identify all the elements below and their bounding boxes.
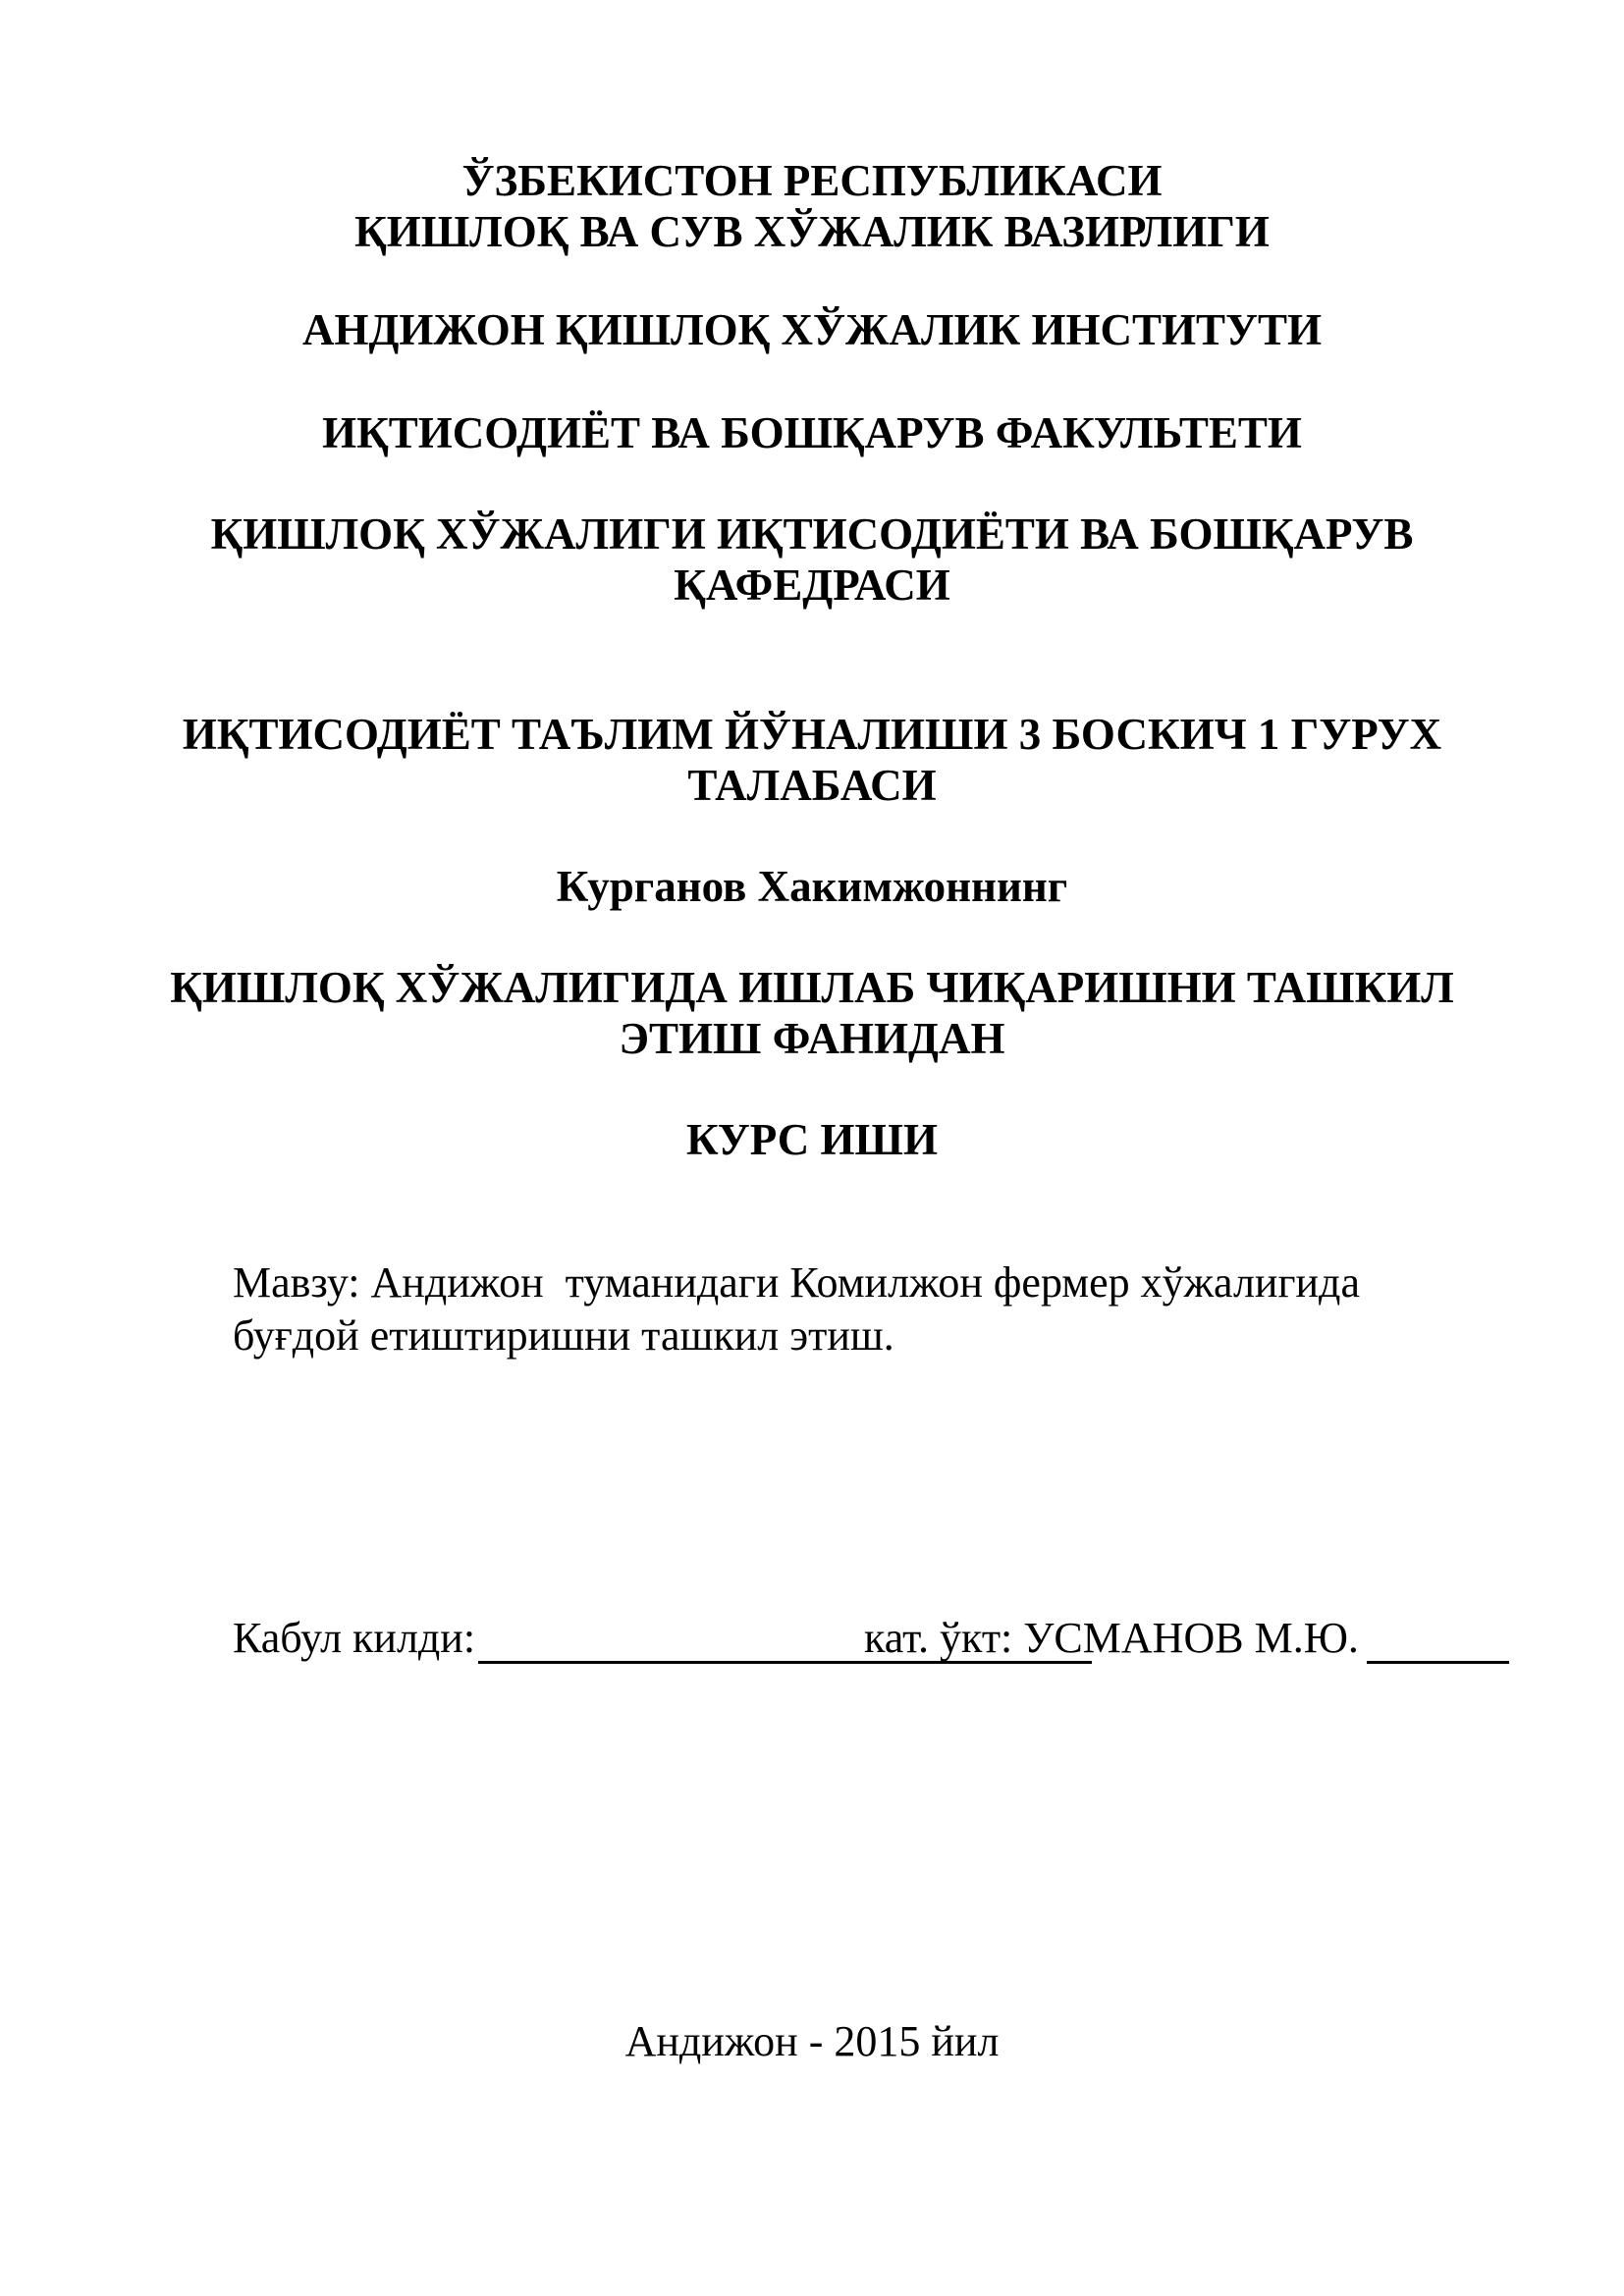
student-group-line-1: ИҚТИСОДИЁТ ТАЪЛИМ ЙЎНАЛИШИ 3 БОСКИЧ 1 ГУРУХ (182, 710, 1442, 759)
place-year-footer: Андижон - 2015 йил (624, 2017, 1000, 2065)
republic-title: ЎЗБЕКИСТОН РЕСПУБЛИКАСИ (461, 156, 1163, 205)
student-group-line-2: ТАЛАБАСИ (687, 761, 937, 810)
department-line-1: ҚИШЛОҚ ХЎЖАЛИГИ ИҚТИСОДИЁТИ ВА БОШҚАРУВ (210, 509, 1414, 559)
work-type-title: КУРС ИШИ (686, 1115, 938, 1164)
student-group-heading (0, 709, 1624, 811)
discipline-title (0, 962, 1624, 1064)
signature-row (233, 1612, 1509, 1671)
subject-paragraph (233, 1256, 1360, 1362)
faculty-title: ИҚТИСОДИЁТ ВА БОШҚАРУВ ФАКУЛЬТЕТИ (322, 408, 1302, 457)
discipline-line-1: ҚИШЛОҚ ХЎЖАЛИГИДА ИШЛАБ ЧИҚАРИШНИ ТАШКИЛ (170, 963, 1454, 1012)
ministry-title: ҚИШЛОҚ ВА СУВ ХЎЖАЛИК ВАЗИРЛИГИ (354, 207, 1270, 256)
approver-underline (1367, 1661, 1509, 1664)
discipline-line-2: ЭТИШ ФАНИДАН (619, 1014, 1005, 1063)
approver-name: кат. ўкт: УСМАНОВ М.Ю. (864, 1614, 1359, 1662)
subject-line-1: Мавзу: Андижон туманидаги Комилжон фермер хўжалигида (233, 1258, 1360, 1307)
subject-line-2: буғдой етиштиришни ташкил этиш. (233, 1311, 894, 1360)
accepted-by-label: Кабул килди: (233, 1614, 476, 1662)
department-title (0, 508, 1624, 611)
department-line-2: ҚАФЕДРАСИ (674, 561, 950, 610)
institute-title: АНДИЖОН ҚИШЛОҚ ХЎЖАЛИК ИНСТИТУТИ (301, 305, 1323, 354)
student-name: Курганов Хакимжоннинг (556, 862, 1068, 911)
republic-ministry-heading (0, 155, 1624, 257)
